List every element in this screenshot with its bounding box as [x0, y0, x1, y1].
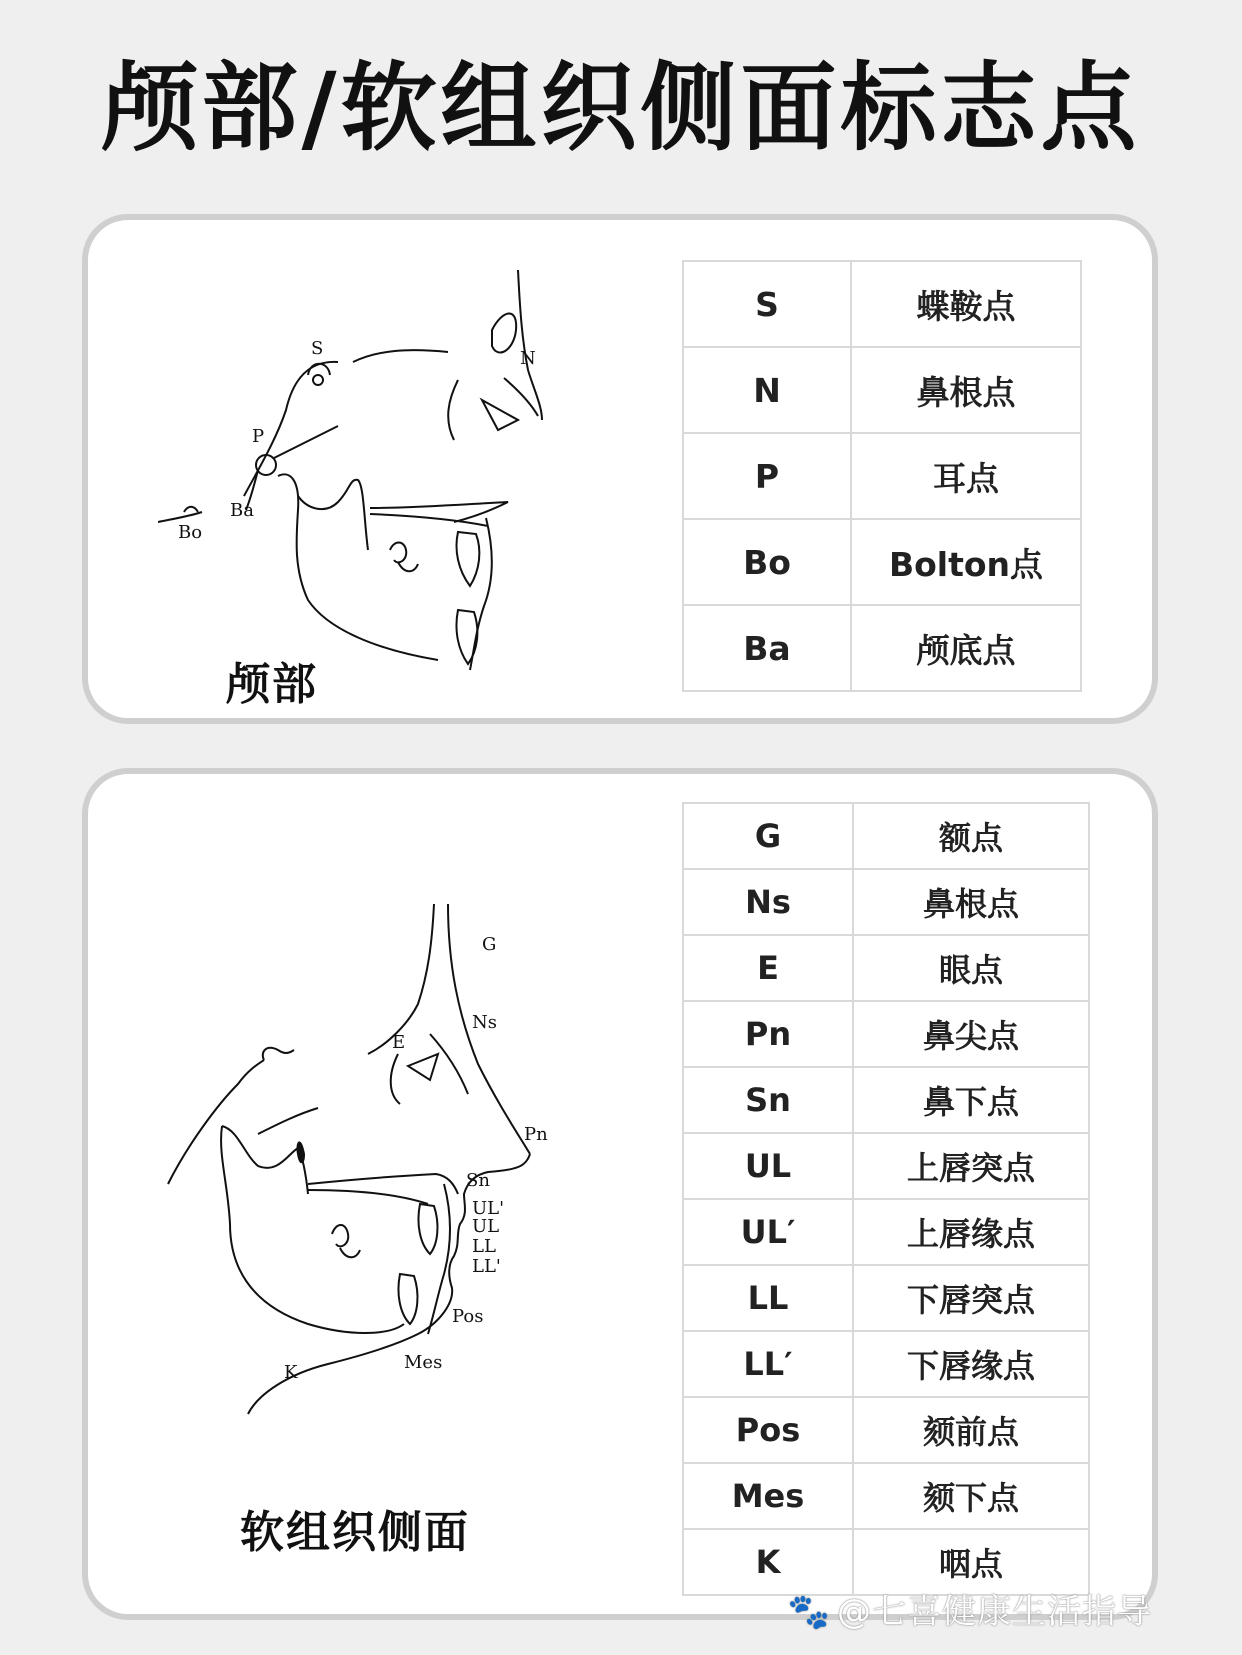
- cranial-row: [683, 433, 1081, 519]
- soft-tissue-code-cell: UL′: [683, 1199, 853, 1265]
- cranial-code-cell: P: [683, 433, 851, 519]
- page-title: 颅部/软组织侧面标志点: [101, 52, 1141, 164]
- watermark: [788, 1584, 1152, 1633]
- cranial-code-cell: Bo: [683, 519, 851, 605]
- soft-tissue-name-cell: 额点: [853, 803, 1089, 869]
- cranial-landmark-table: [682, 260, 1082, 692]
- diagram-label-ul-margin: UL': [472, 1198, 505, 1219]
- paw-icon: 🐾: [787, 1592, 831, 1632]
- diagram-label-e: E: [392, 1032, 406, 1053]
- diagram-label-g: G: [482, 934, 497, 955]
- diagram-label-ll: LL: [472, 1236, 496, 1257]
- diagram-label-pos: Pos: [452, 1306, 484, 1327]
- diagram-label-sn: Sn: [466, 1170, 490, 1191]
- diagram-label-k: K: [284, 1362, 298, 1383]
- diagram-label-s: S: [311, 338, 324, 359]
- diagram-label-ba: Ba: [230, 500, 254, 521]
- soft-tissue-row: [683, 1133, 1089, 1199]
- soft-tissue-name-cell: 下唇缘点: [853, 1331, 1089, 1397]
- soft-tissue-name-cell: 上唇突点: [853, 1133, 1089, 1199]
- soft-tissue-name-cell: 鼻根点: [853, 869, 1089, 935]
- soft-tissue-code-cell: Sn: [683, 1067, 853, 1133]
- soft-tissue-code-cell: G: [683, 803, 853, 869]
- diagram-label-ll-margin: LL': [472, 1256, 501, 1277]
- soft-tissue-row: [683, 1265, 1089, 1331]
- cranial-code-cell: Ba: [683, 605, 851, 691]
- watermark-text: @七喜健康生活指导: [837, 1592, 1152, 1632]
- soft-tissue-name-cell: 鼻尖点: [853, 1001, 1089, 1067]
- diagram-label-n: N: [520, 348, 536, 369]
- cranial-card: [82, 214, 1158, 724]
- cranial-name-cell: 耳点: [851, 433, 1081, 519]
- cranial-code-cell: S: [683, 261, 851, 347]
- soft-tissue-row: [683, 1463, 1089, 1529]
- cranial-row: [683, 347, 1081, 433]
- cranial-row: [683, 261, 1081, 347]
- soft-tissue-code-cell: Pn: [683, 1001, 853, 1067]
- soft-tissue-name-cell: 咽点: [853, 1529, 1089, 1595]
- soft-tissue-code-cell: LL′: [683, 1331, 853, 1397]
- soft-tissue-landmark-table: [682, 802, 1090, 1596]
- cranial-row: [683, 519, 1081, 605]
- soft-tissue-name-cell: 鼻下点: [853, 1067, 1089, 1133]
- soft-tissue-code-cell: UL: [683, 1133, 853, 1199]
- soft-tissue-code-cell: Pos: [683, 1397, 853, 1463]
- diagram-label-bo: Bo: [178, 522, 203, 543]
- soft-tissue-code-cell: Mes: [683, 1463, 853, 1529]
- soft-tissue-code-cell: Ns: [683, 869, 853, 935]
- diagram-label-pn: Pn: [524, 1124, 548, 1145]
- cranial-name-cell: 鼻根点: [851, 347, 1081, 433]
- soft-tissue-name-cell: 上唇缘点: [853, 1199, 1089, 1265]
- cranial-caption: 颅部: [226, 659, 318, 710]
- cranial-name-cell: Bolton点: [851, 519, 1081, 605]
- soft-tissue-name-cell: 颏下点: [853, 1463, 1089, 1529]
- soft-tissue-row: [683, 1067, 1089, 1133]
- diagram-label-mes: Mes: [404, 1352, 443, 1373]
- soft-tissue-name-cell: 眼点: [853, 935, 1089, 1001]
- diagram-label-p: P: [252, 426, 265, 447]
- cranial-code-cell: N: [683, 347, 851, 433]
- diagram-label-ul: UL: [472, 1216, 500, 1237]
- soft-tissue-row: [683, 935, 1089, 1001]
- soft-tissue-row: [683, 1199, 1089, 1265]
- soft-tissue-row: [683, 803, 1089, 869]
- soft-tissue-row: [683, 1001, 1089, 1067]
- soft-tissue-code-cell: E: [683, 935, 853, 1001]
- soft-tissue-caption: 软组织侧面: [240, 1507, 470, 1558]
- soft-tissue-name-cell: 颏前点: [853, 1397, 1089, 1463]
- diagram-label-ns: Ns: [472, 1012, 497, 1033]
- soft-tissue-row: [683, 1331, 1089, 1397]
- soft-tissue-row: [683, 869, 1089, 935]
- cranial-row: [683, 605, 1081, 691]
- cranial-diagram: [158, 250, 678, 690]
- soft-tissue-code-cell: K: [683, 1529, 853, 1595]
- soft-tissue-diagram: [148, 904, 708, 1484]
- soft-tissue-card: [82, 768, 1158, 1620]
- cranial-name-cell: 蝶鞍点: [851, 261, 1081, 347]
- soft-tissue-code-cell: LL: [683, 1265, 853, 1331]
- soft-tissue-name-cell: 下唇突点: [853, 1265, 1089, 1331]
- cranial-name-cell: 颅底点: [851, 605, 1081, 691]
- soft-tissue-row: [683, 1397, 1089, 1463]
